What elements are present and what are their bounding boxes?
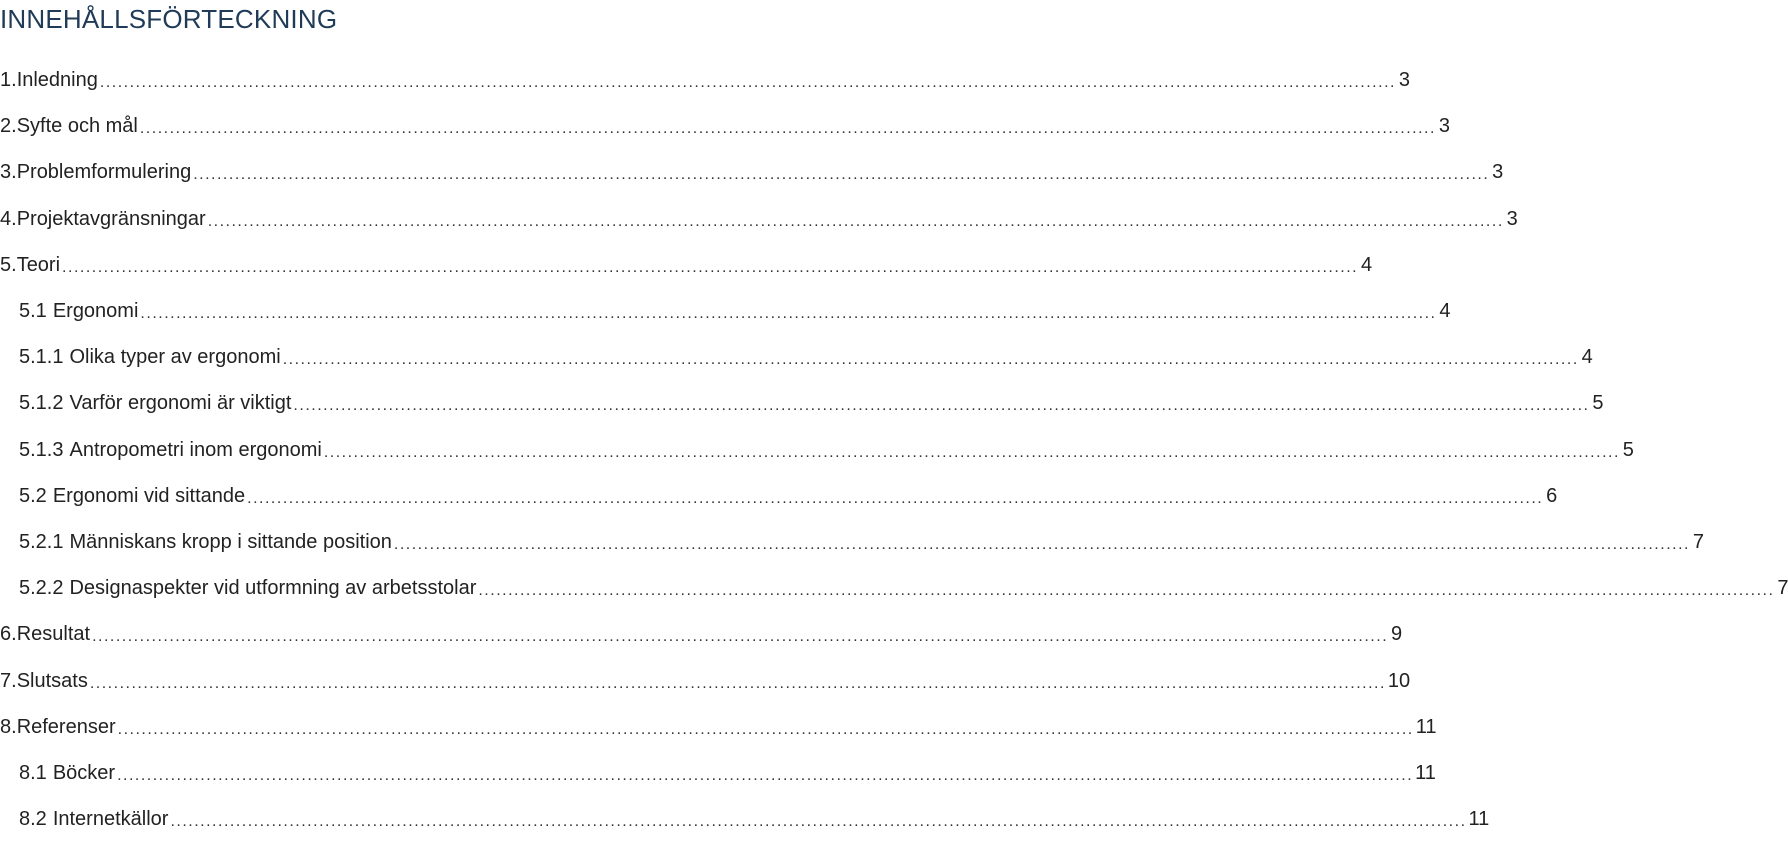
toc-entry-text: Internetkällor xyxy=(52,808,169,831)
toc-entry-text: Inledning xyxy=(16,69,98,92)
toc-entry-number: 5. xyxy=(0,253,17,276)
toc-entry-text: Böcker xyxy=(52,761,116,784)
toc-entry-number: 8. xyxy=(0,715,17,738)
dot-leader xyxy=(92,629,1388,649)
toc-entry-text: Designaspekter vid utformning av arbetsstolar xyxy=(69,577,477,600)
toc-entry-number: 5.2 xyxy=(19,484,47,507)
toc-entry-text: Antropometri inom ergonomi xyxy=(69,438,322,461)
toc-entry[interactable] xyxy=(0,796,1490,842)
dot-leader xyxy=(324,445,1620,465)
toc-entry-text: Olika typer av ergonomi xyxy=(69,346,281,369)
toc-entry-page: 7 xyxy=(1777,577,1788,600)
toc-entry[interactable] xyxy=(0,57,1410,103)
toc-entry-text: Ergonomi vid sittande xyxy=(52,484,246,507)
toc-entry-page: 5 xyxy=(1592,392,1604,415)
toc-list xyxy=(0,57,1788,842)
toc-entry-page: 5 xyxy=(1622,438,1634,461)
toc-entry[interactable] xyxy=(0,242,1373,288)
dot-leader xyxy=(118,722,1414,742)
toc-entry-page: 10 xyxy=(1387,669,1411,692)
toc-entry-text: Ergonomi xyxy=(52,300,139,323)
toc-entry-text: Problemformulering xyxy=(16,161,192,184)
dot-leader xyxy=(140,306,1436,326)
toc-entry-number: 6. xyxy=(0,623,17,646)
toc-entry-page: 4 xyxy=(1581,346,1593,369)
toc-entry-page: 3 xyxy=(1506,207,1518,230)
toc-entry[interactable] xyxy=(0,519,1704,565)
toc-entry-page: 6 xyxy=(1546,484,1558,507)
toc-entry-text: Människans kropp i sittande position xyxy=(69,530,392,553)
dot-leader xyxy=(117,768,1413,788)
dot-leader xyxy=(90,676,1386,696)
toc-entry-page: 3 xyxy=(1492,161,1504,184)
toc-entry-page: 3 xyxy=(1438,115,1450,138)
toc-entry-text: Projektavgränsningar xyxy=(16,207,206,230)
toc-entry[interactable] xyxy=(0,704,1437,750)
dot-leader xyxy=(140,121,1436,141)
toc-entry-page: 11 xyxy=(1468,808,1490,831)
toc-entry-page: 9 xyxy=(1391,623,1403,646)
toc-entry[interactable] xyxy=(0,565,1788,611)
toc-entry-number: 1. xyxy=(0,69,17,92)
toc-entry[interactable] xyxy=(0,611,1403,657)
dot-leader xyxy=(100,75,1396,95)
toc-entry[interactable] xyxy=(0,473,1558,519)
toc-entry-page: 3 xyxy=(1398,69,1410,92)
toc-entry-number: 7. xyxy=(0,669,17,692)
toc-entry-number: 5.2.2 xyxy=(19,577,64,600)
toc-entry-number: 2. xyxy=(0,115,17,138)
toc-entry-number: 5.1.1 xyxy=(19,346,64,369)
toc-entry[interactable] xyxy=(0,103,1450,149)
toc-entry-text: Resultat xyxy=(16,623,91,646)
toc-entry-number: 4. xyxy=(0,207,17,230)
toc-entry-number: 5.2.1 xyxy=(19,530,64,553)
toc-entry-text: Slutsats xyxy=(16,669,88,692)
toc-entry-text: Syfte och mål xyxy=(16,115,138,138)
toc-entry-number: 5.1.3 xyxy=(19,438,64,461)
toc-entry-text: Varför ergonomi är viktigt xyxy=(69,392,292,415)
dot-leader xyxy=(170,814,1466,834)
toc-entry[interactable] xyxy=(0,196,1518,242)
toc-entry-number: 5.1.2 xyxy=(19,392,64,415)
dot-leader xyxy=(193,167,1489,187)
dot-leader xyxy=(478,583,1774,603)
toc-entry-page: 7 xyxy=(1692,530,1704,553)
toc-entry[interactable] xyxy=(0,750,1436,796)
toc-entry[interactable] xyxy=(0,149,1504,195)
dot-leader xyxy=(293,398,1589,418)
toc-entry-number: 8.1 xyxy=(19,761,47,784)
toc-entry[interactable] xyxy=(0,334,1593,380)
dot-leader xyxy=(394,537,1690,557)
toc-entry[interactable] xyxy=(0,288,1451,334)
toc-entry[interactable] xyxy=(0,427,1634,473)
dot-leader xyxy=(208,214,1504,234)
toc-entry-page: 11 xyxy=(1415,761,1436,784)
toc-entry-page: 4 xyxy=(1361,253,1373,276)
toc-entry-number: 5.1 xyxy=(19,300,47,323)
toc-title: INNEHÅLLSFÖRTECKNING xyxy=(0,4,338,34)
dot-leader xyxy=(247,491,1543,511)
toc-entry-text: Teori xyxy=(16,253,61,276)
dot-leader xyxy=(62,260,1358,280)
toc-entry-number: 3. xyxy=(0,161,17,184)
toc-entry-page: 11 xyxy=(1415,715,1437,738)
toc-entry[interactable] xyxy=(0,380,1604,426)
toc-entry-page: 4 xyxy=(1439,300,1451,323)
toc-entry[interactable] xyxy=(0,657,1411,703)
toc-entry-number: 8.2 xyxy=(19,808,47,831)
dot-leader xyxy=(283,352,1579,372)
toc-entry-text: Referenser xyxy=(16,715,116,738)
